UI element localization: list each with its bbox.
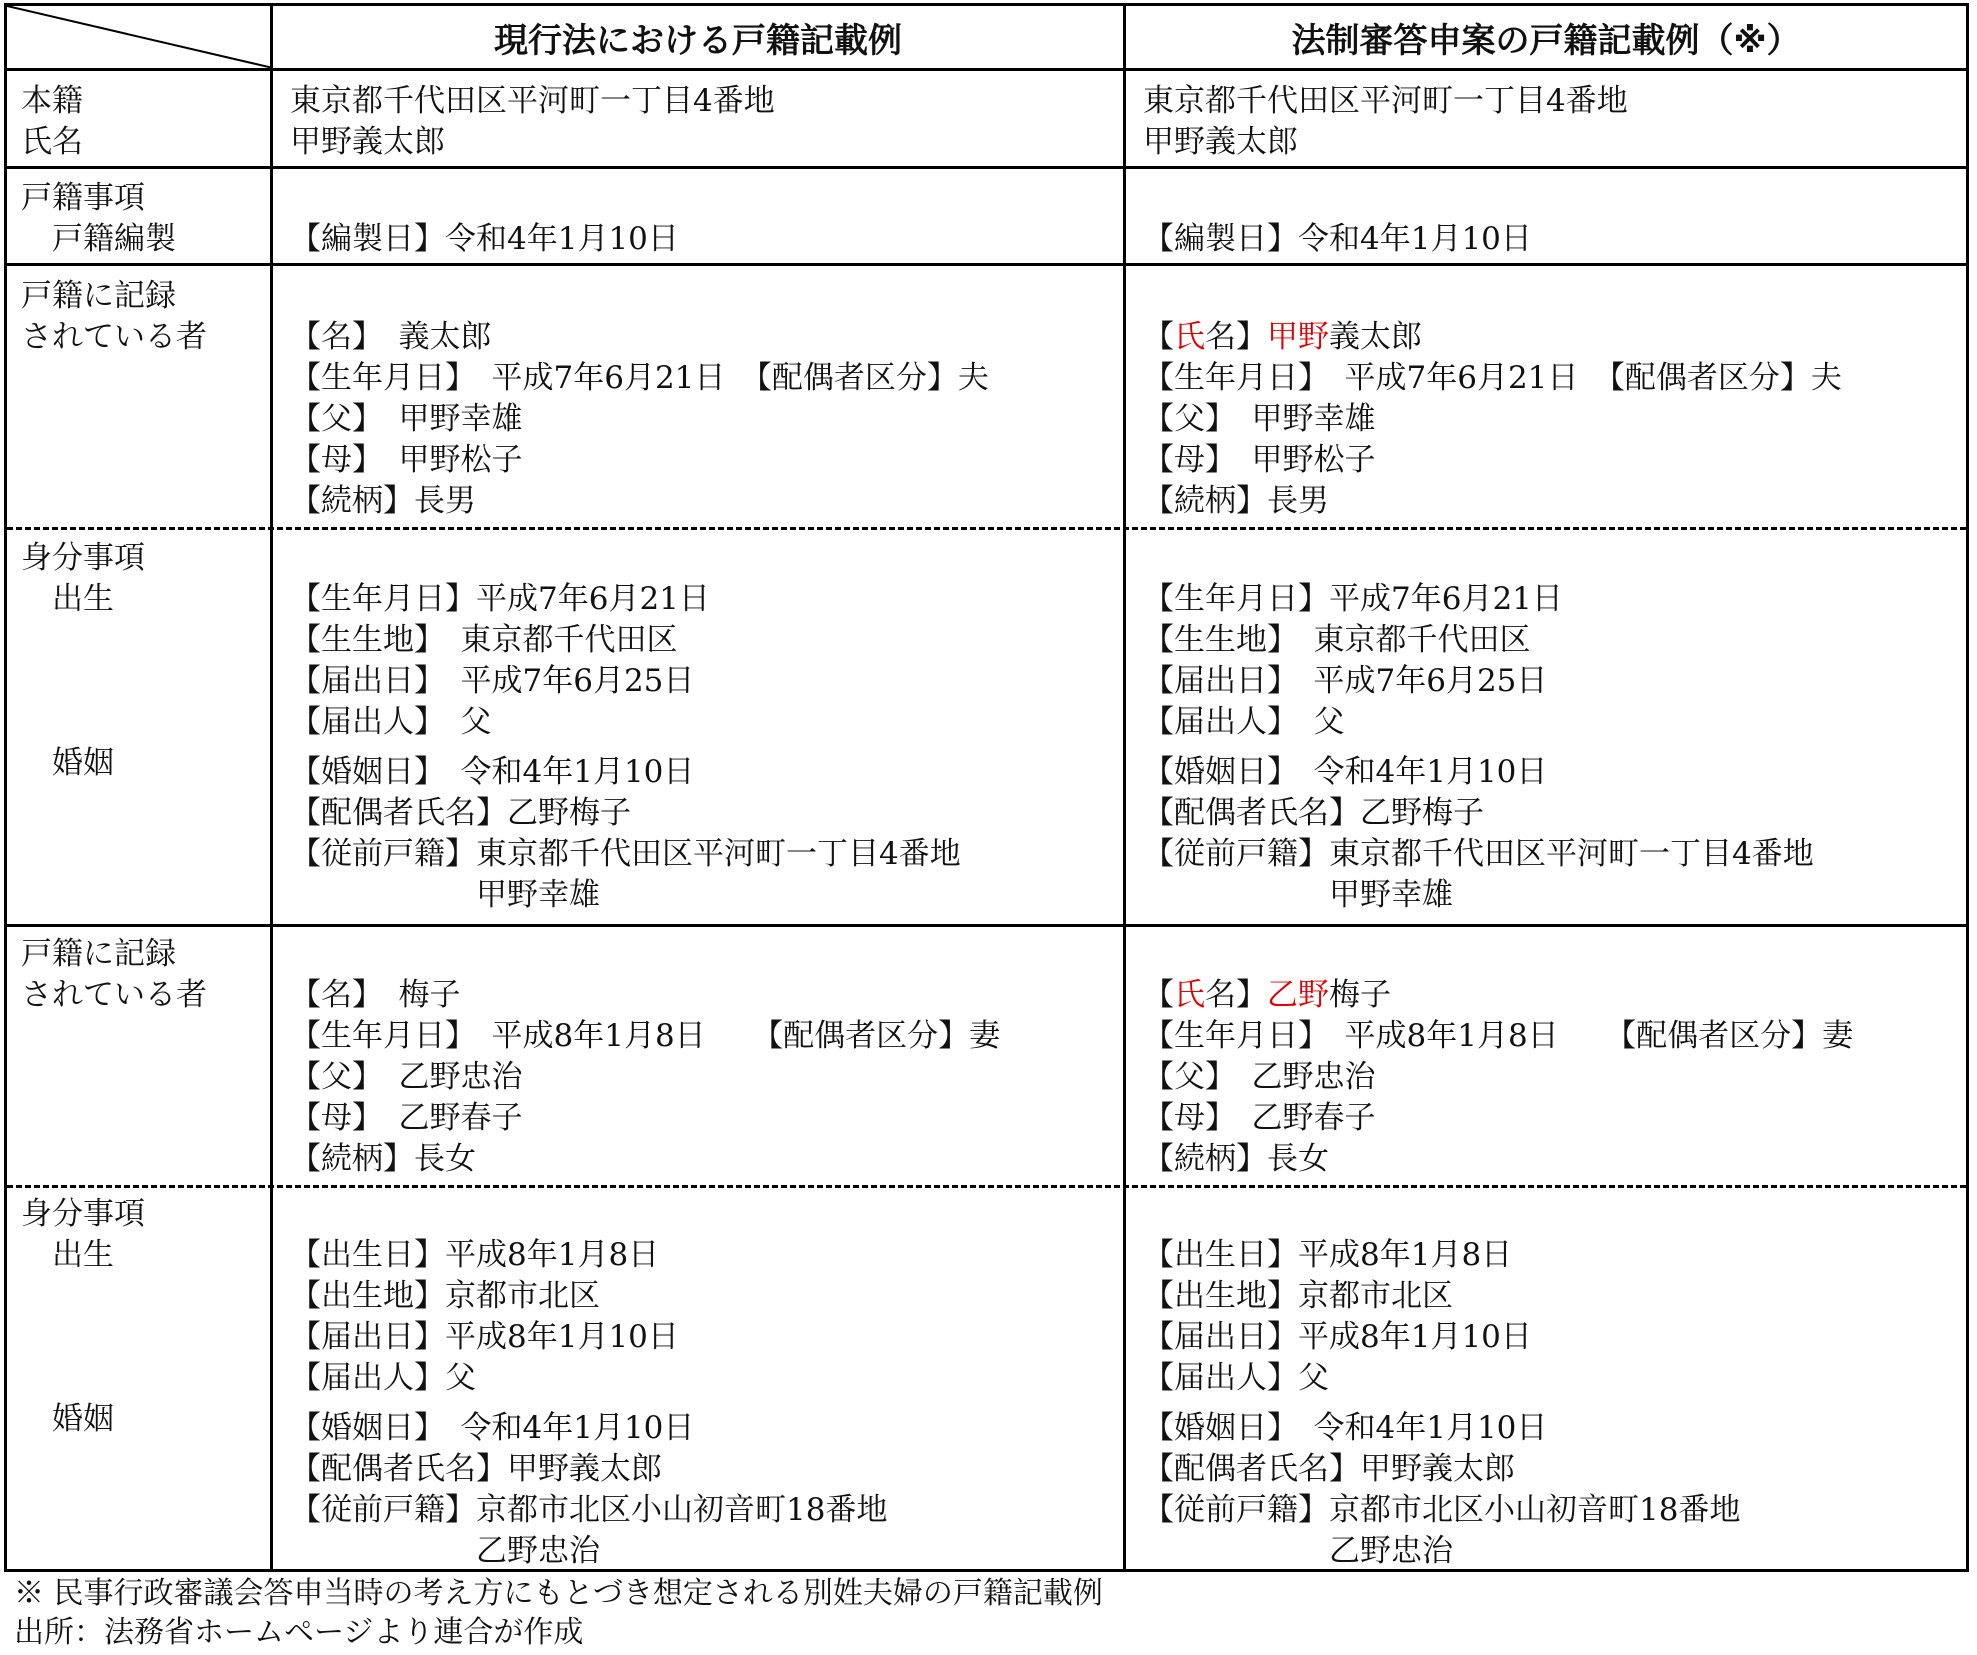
person-wife-proposal: 【生年月日】 平成8年1月8日 【配偶者区分】妻 【父】 乙野忠治 【母】 乙野春子 【続柄】長女 (1143, 1018, 1854, 1177)
source-note: 出所：法務省ホームページより連合が作成 (14, 1615, 584, 1650)
mibun-husband-birth-proposal: 【生年月日】平成7年6月21日 【生生地】 東京都千代田区 【届出日】 平成7年6月25日 【届出人】 父 (1143, 581, 1563, 740)
mibun-wife-marriage-current: 【婚姻日】 令和4年1月10日 【配偶者氏名】甲野義太郎 【従前戸籍】京都市北区小山初音町18番地 乙野忠治 (290, 1410, 888, 1569)
person-husband-proposal-name-line: 【氏名】甲野義太郎 (1143, 319, 1422, 355)
mibun-husband-marriage-current: 【婚姻日】 令和4年1月10日 【配偶者氏名】乙野梅子 【従前戸籍】東京都千代田区平河町一丁目4番地 甲野幸雄 (290, 754, 961, 913)
header-proposal: 法制審答申案の戸籍記載例（※） (1291, 20, 1801, 61)
honseki-proposal: 東京都千代田区平河町一丁目4番地 甲野義太郎 (1143, 83, 1628, 160)
mibun-wife-marriage-proposal: 【婚姻日】 令和4年1月10日 【配偶者氏名】甲野義太郎 【従前戸籍】京都市北区小山初音町18番地 乙野忠治 (1143, 1410, 1741, 1569)
footnote: ※ 民事行政審議会答申当時の考え方にもとづき想定される別姓夫婦の戸籍記載例 (14, 1576, 1103, 1611)
row-label-mibun-husband: 身分事項 出生 婚姻 (21, 540, 145, 781)
row-divider (7, 924, 1966, 927)
koseki-jiko-current: 【編製日】令和4年1月10日 (290, 221, 679, 257)
row-divider (7, 68, 1966, 71)
header-current-law: 現行法における戸籍記載例 (494, 20, 902, 61)
mibun-wife-birth-proposal: 【出生日】平成8年1月8日 【出生地】京都市北区 【届出日】平成8年1月10日 【届出人】父 (1143, 1237, 1532, 1396)
column-divider (1123, 6, 1126, 1569)
row-label-honseki: 本籍 氏名 (21, 83, 83, 160)
row-label-person-wife: 戸籍に記録 されている者 (21, 936, 207, 1013)
person-wife-current: 【名】 梅子 【生年月日】 平成8年1月8日 【配偶者区分】妻 【父】 乙野忠治 【母】 乙野春子 【続柄】長女 (290, 977, 1001, 1177)
person-wife-proposal-name-line: 【氏名】乙野梅子 (1143, 977, 1391, 1013)
mibun-husband-marriage-proposal: 【婚姻日】 令和4年1月10日 【配偶者氏名】乙野梅子 【従前戸籍】東京都千代田区平河町一丁目4番地 甲野幸雄 (1143, 754, 1814, 913)
row-label-mibun-wife: 身分事項 出生 婚姻 (21, 1196, 145, 1437)
person-husband-proposal: 【生年月日】 平成7年6月21日 【配偶者区分】夫 【父】 甲野幸雄 【母】 甲野松子 【続柄】長男 (1143, 360, 1842, 519)
mibun-wife-birth-current: 【出生日】平成8年1月8日 【出生地】京都市北区 【届出日】平成8年1月10日 【届出人】父 (290, 1237, 679, 1396)
corner-diagonal (7, 6, 273, 68)
mibun-husband-birth-current: 【生年月日】平成7年6月21日 【生生地】 東京都千代田区 【届出日】 平成7年6月25日 【届出人】 父 (290, 581, 710, 740)
dashed-divider (7, 527, 1966, 530)
row-label-person-husband: 戸籍に記録 されている者 (21, 278, 207, 355)
koseki-jiko-proposal: 【編製日】令和4年1月10日 (1143, 221, 1532, 257)
row-divider (7, 263, 1966, 266)
person-husband-current: 【名】 義太郎 【生年月日】 平成7年6月21日 【配偶者区分】夫 【父】 甲野幸雄 【母】 甲野松子 【続柄】長男 (290, 319, 989, 519)
row-divider (7, 166, 1966, 169)
dashed-divider (7, 1185, 1966, 1188)
column-divider (270, 6, 273, 1569)
row-label-koseki-jiko: 戸籍事項 戸籍編製 (21, 180, 176, 257)
honseki-current: 東京都千代田区平河町一丁目4番地 甲野義太郎 (290, 83, 775, 160)
koseki-comparison-table (4, 3, 1969, 1572)
